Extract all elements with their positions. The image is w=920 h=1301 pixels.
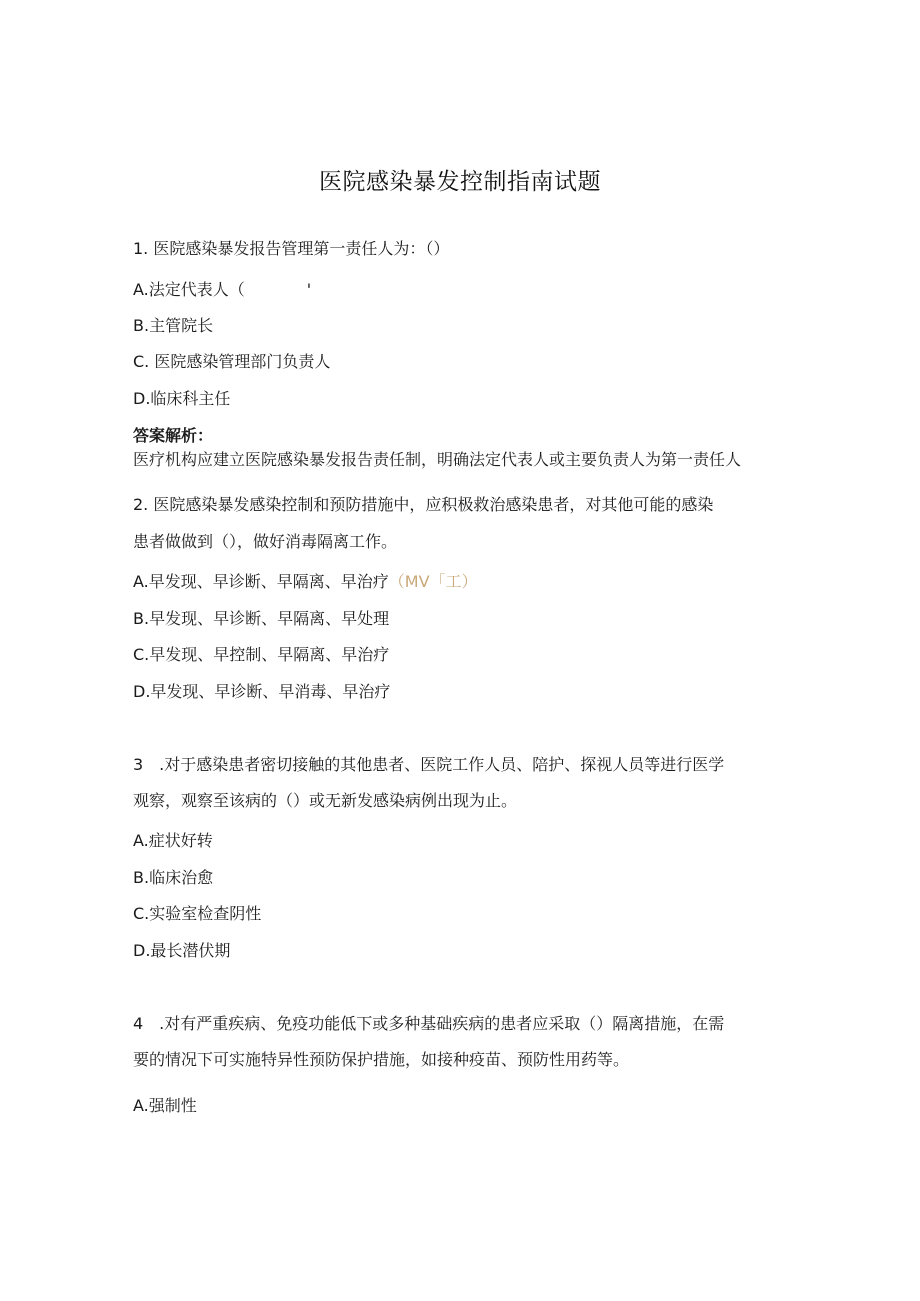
question-3-option-b: B.临床治愈 xyxy=(133,868,214,887)
question-1-analysis-text: 医疗机构应建立医院感染暴发报告责任制，明确法定代表人或主要负责人为第一责任人 xyxy=(133,450,742,469)
question-2-stem-line-1: 2. 医院感染暴发感染控制和预防措施中，应积极救治感染患者，对其他可能的感染 xyxy=(133,495,714,514)
question-2-option-c: C.早发现、早控制、早隔离、早治疗 xyxy=(133,645,390,664)
question-4-option-a: A.强制性 xyxy=(133,1096,197,1115)
question-1-option-d: D.临床科主任 xyxy=(133,389,231,408)
question-1-option-b: B.主管院长 xyxy=(133,316,214,335)
question-2-option-d: D.早发现、早诊断、早消毒、早治疗 xyxy=(133,682,391,701)
question-3-stem-line-2: 观察，观察至该病的（）或无新发感染病例出现为止。 xyxy=(133,791,518,810)
option-a-mark: （MV「工） xyxy=(388,572,478,591)
option-a-text: A.法定代表人（ xyxy=(133,280,245,299)
question-3-option-c: C.实验室检查阴性 xyxy=(133,904,262,923)
question-4-stem-line-2: 要的情况下可实施特异性预防保护措施，如接种疫苗、预防性用药等。 xyxy=(133,1050,630,1069)
option-a-mark: ' xyxy=(306,280,312,299)
question-1-stem: 1. 医院感染暴发报告管理第一责任人为：（） xyxy=(133,239,450,258)
question-2-option-a xyxy=(133,571,478,593)
question-2-option-b: B.早发现、早诊断、早隔离、早处理 xyxy=(133,609,390,628)
question-3-option-a: A.症状好转 xyxy=(133,831,213,850)
question-1-option-a xyxy=(133,279,311,301)
question-1-option-c: C. 医院感染管理部门负责人 xyxy=(133,352,331,371)
page-title: 医院感染暴发控制指南试题 xyxy=(319,169,601,195)
question-3-option-d: D.最长潜伏期 xyxy=(133,941,231,960)
question-3-stem-line-1: 3 .对于感染患者密切接触的其他患者、医院工作人员、陪护、探视人员等进行医学 xyxy=(133,755,725,774)
option-a-text: A.早发现、早诊断、早隔离、早治疗 xyxy=(133,572,389,591)
question-2-stem-line-2: 患者做做到（），做好消毒隔离工作。 xyxy=(133,532,398,551)
question-1-analysis-label: 答案解析： xyxy=(133,426,214,445)
question-4-stem-line-1: 4 .对有严重疾病、免疫功能低下或多种基础疾病的患者应采取（）隔离措施，在需 xyxy=(133,1014,725,1033)
